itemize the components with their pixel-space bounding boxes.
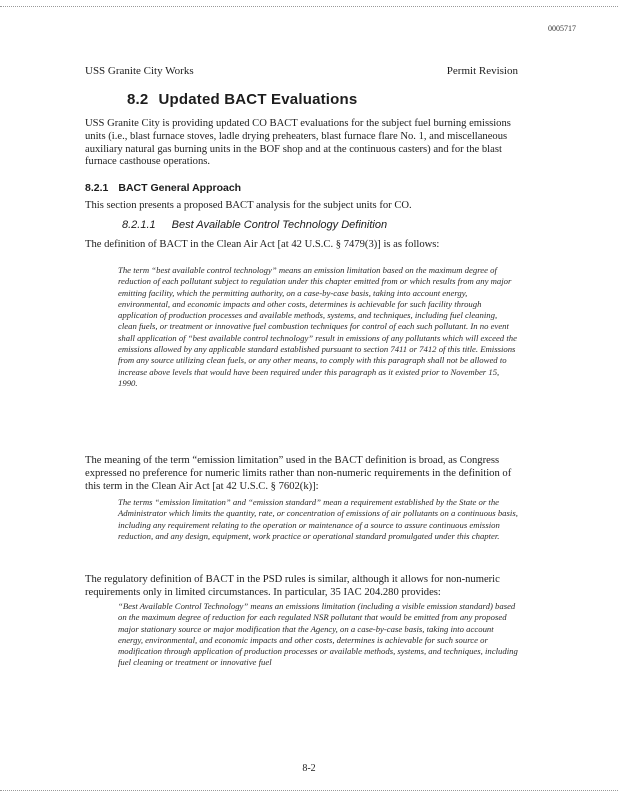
page-number: 8-2 xyxy=(302,763,316,774)
section-number: 8.2 xyxy=(127,91,149,108)
definition-intro-paragraph: The definition of BACT in the Clean Air Act [at 42 U.S.C. § 7479(3)] is as follows: xyxy=(85,239,440,250)
regulatory-definition-paragraph: The regulatory definition of BACT in the PSD rules is similar, although it allows for non-numeric requirements only in limited circumstances. In particular, 35 IAC 204.280 provides: xyxy=(85,574,500,598)
emission-limitation-quote: The terms “emission limitation” and “emission standard” mean a requirement established by the State or the Administrator which limits the quantity, rate, or concentration of emissions of air pollutants on a continuous basis, including any requirement relating to the operation or maintenance of a source to assure continuous emission reduction, and any design, equipment, work practice or operational standard promulgated under this chapter. xyxy=(118,497,518,541)
header-facility-name: USS Granite City Works xyxy=(85,65,194,77)
header-document-type: Permit Revision xyxy=(446,65,518,77)
bact-definition-quote: The term “best available control technology” means an emission limitation based on the maximum degree of reduction of each pollutant subject to regulation under this chapter emitted from or which results from any major emitting facility, which the permitting authority, on a case-by-case basis, taking into account energy, environmental, and economic impacts and other costs, determines is achievable for such facility through application of production processes and available methods, systems, and techniques, including fuel cleaning, clean fuels, or treatment or innovative fuel combustion techniques for control of each such pollutant. In no event shall application of “best available control technology” result in emissions of any pollutants which will exceed the emissions allowed by any applicable standard established pursuant to section 7411 or 7412 of this title. Emissions from any source utilizing clean fuels, or any other means, to comply with this paragraph shall not be allowed to increase above levels that would have been required under this paragraph as it existed prior to November 15, 1990. xyxy=(118,265,517,388)
subsubsection-heading xyxy=(122,219,387,231)
subsubsection-number: 8.2.1.1 xyxy=(122,219,156,231)
section-title: Updated BACT Evaluations xyxy=(158,91,358,108)
intro-paragraph: USS Granite City is providing updated CO BACT evaluations for the subject fuel burning emissions units (i.e., blast furnace stoves, ladle drying preheaters, blast furnace flare No. 1, and miscellaneous auxiliary natural gas burning units in the BOF shop and at the continuous casters) and for the blast furnace casthouse operations. xyxy=(85,118,511,168)
bottom-scan-border xyxy=(0,790,618,791)
document-id: 0005717 xyxy=(548,24,576,33)
subsection-paragraph: This section presents a proposed BACT analysis for the subject units for CO. xyxy=(85,200,412,211)
subsection-title: BACT General Approach xyxy=(118,182,242,194)
section-heading xyxy=(127,91,357,108)
subsection-heading xyxy=(85,182,241,194)
regulatory-bact-quote: “Best Available Control Technology” means an emissions limitation (including a visible emission standard) based on the maximum degree of reduction for each regulated NSR pollutant that would be emitted from any proposed major stationary source or major modification that the Agency, on a case-by-case basis, taking into account energy, environmental, and economic impacts and other costs, determines is achievable for such source or modification through application of production processes or available methods, systems, and techniques, including fuel cleaning or treatment or innovative fuel xyxy=(118,601,518,668)
subsubsection-title: Best Available Control Technology Definition xyxy=(171,219,388,231)
subsection-number: 8.2.1 xyxy=(85,182,109,194)
emission-limitation-paragraph: The meaning of the term “emission limitation” used in the BACT definition is broad, as Congress expressed no preference for numeric limits rather than non-numeric requirements in the definition of this term in the Clean Air Act [at 42 U.S.C. § 7602(k)]: xyxy=(85,455,512,492)
top-scan-border xyxy=(0,6,618,7)
